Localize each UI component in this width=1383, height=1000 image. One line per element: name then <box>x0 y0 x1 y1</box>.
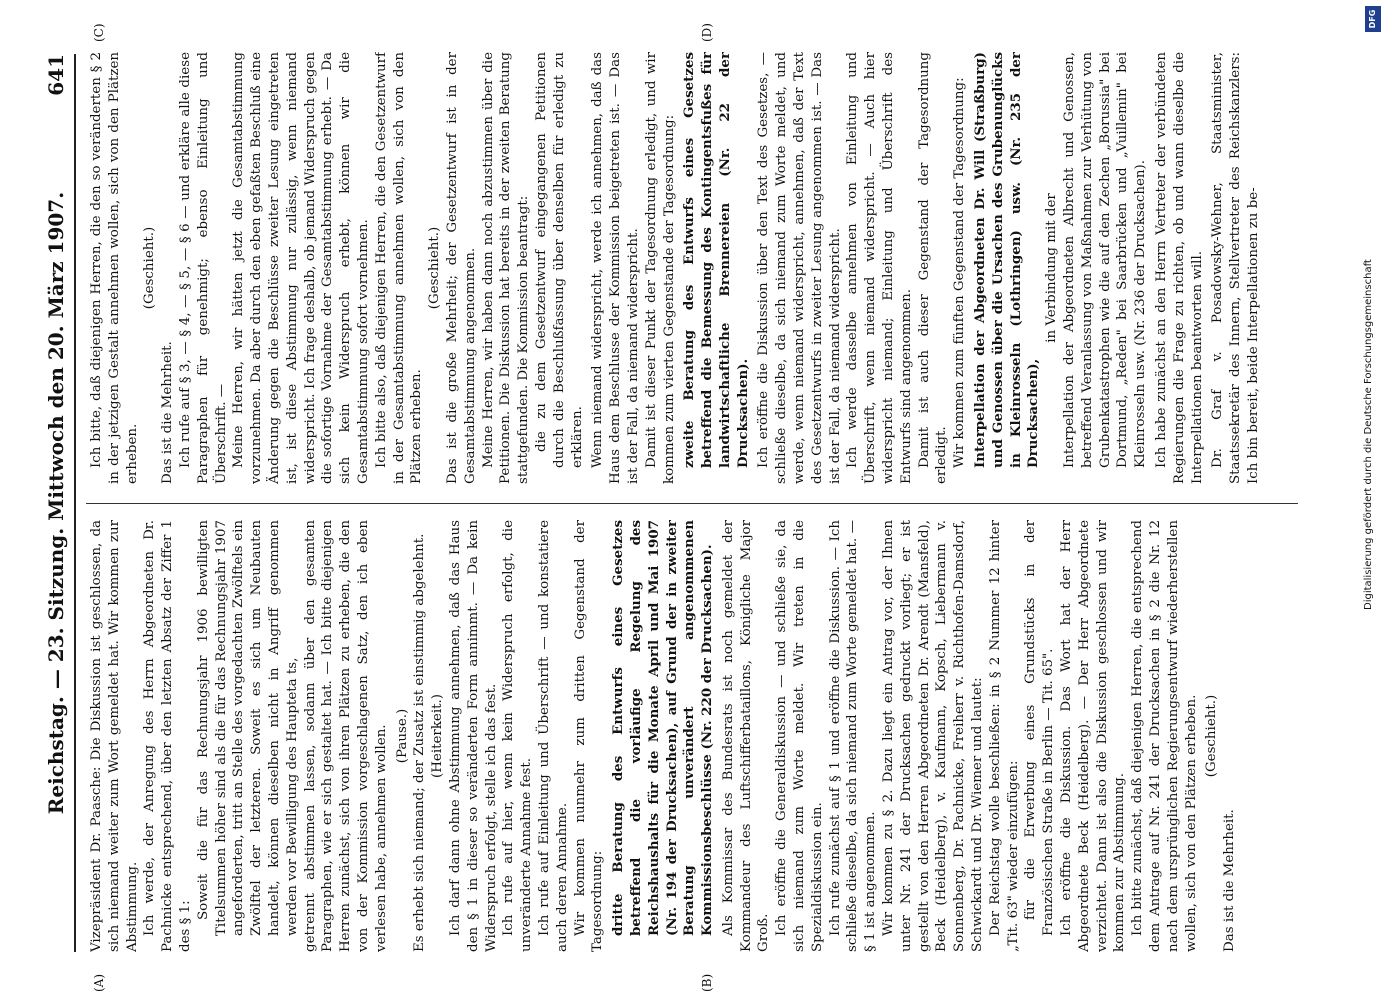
paragraph: Ich eröffne die Diskussion. Das Wort hat der Herr Abgeordnete Beck (Heidelberg). — Der Herr Abgeordnete verzichtet. Dann ist also die Diskussion geschlossen und wir kommen zur Abstimmung. <box>1059 520 1128 952</box>
paragraph: Wir kommen nunmehr zum dritten Gegenstand der Tagesordnung: <box>572 520 606 952</box>
paragraph: Als Kommissar des Bundesrats ist noch gemeldet der Kommandeur des Luftschifferbataillons, Königliche Major Groß. <box>720 520 772 952</box>
interjection: (Geschieht.) <box>427 226 443 310</box>
paragraph: Ich rufe auf Einleitung und Überschrift — und konstatiere auch deren Annahme. <box>536 520 570 952</box>
page-header <box>44 54 76 952</box>
digitization-credit: Digitalisierung gefördert durch die Deutsche Forschungsgemeinschaft <box>1363 259 1374 610</box>
paragraph: Meine Herren, wir hätten jetzt die Gesamtabstimmung vorzunehmen. Da aber durch den eben gefaßten Beschluß eine Änderung gegen die Beschlüsse zweiter Lesung eingetreten ist, ist diese Abstimmung nur zulässig, wenn niemand widerspricht. Ich frage deshalb, ob jemand Widerspruch gegen die sofortige Vornahme der Gesamtabstimmung erhebt. — Da sich kein Widerspruch erhebt, können wir die Gesamtabstimmung sofort vornehmen. <box>231 52 371 484</box>
column-divider <box>86 503 1298 504</box>
interjection: (Heiterkeit.) <box>430 694 446 778</box>
right-column <box>88 52 1293 484</box>
paragraph: Ich darf dann ohne Abstimmung annehmen, daß das Haus den § 1 in dieser so veränderten Form annimmt. — Da kein Widerspruch erfolgt, stelle ich das fest. <box>447 520 499 952</box>
paragraph: Dr. Graf v. Posadowsky-Wehner, Staatsminister, Staatssekretär des Innern, Stellvertreter des Reichskanzlers: Ich bin bereit, beide Interpellationen zu be- <box>1210 52 1261 484</box>
paragraph: Wir kommen zum fünften Gegenstand der Tagesordnung: <box>952 77 968 468</box>
paragraph: Wenn niemand widerspricht, werde ich annehmen, daß das Haus dem Beschlusse der Kommission beigetreten ist. — Das ist der Fall, da niemand widerspricht. <box>590 52 641 484</box>
paragraph: Damit ist auch dieser Gegenstand der Tagesordnung erledigt. <box>916 52 950 484</box>
paragraph: Meine Herren, wir haben dann noch abzustimmen über die Petitionen. Die Diskussion hat bereits in der zweiten Beratung stattgefunden. Die Kommission beantragt: <box>480 52 532 484</box>
paragraph: in Verbindung mit der <box>1044 193 1060 343</box>
paragraph: Das ist die große Mehrheit; der Gesetzentwurf ist in der Gesamtabstimmung angenommen. <box>444 52 478 484</box>
paragraph: Damit ist dieser Punkt der Tagesordnung erledigt, und wir kommen zum vierten Gegenstande der Tagesordnung: <box>643 52 677 484</box>
interjection: (Geschieht.) <box>142 226 158 310</box>
paragraph: Ich werde, der Anregung des Herrn Abgeordneten Dr. Pachnicke entsprechend, über den letzten Absatz der Ziffer 1 des § 1: <box>142 520 193 952</box>
agenda-item: dritte Beratung des Entwurfs eines Gesetzes betreffend die vorläufige Regelung des Reichshaushalts für die Monate April und Mai 1907 (Nr. 194 der Drucksachen), auf Grund der in zweiter Beratung unverändert angenommenen Kommissionsbeschlüsse (Nr. 220 der Drucksachen). <box>610 520 716 936</box>
margin-mark-a: (A) <box>92 973 106 992</box>
paragraph: Der Reichstag wolle beschließen: in § 2 Nummer 12 hinter „Tit. 63" wieder einzufügen: <box>987 520 1021 952</box>
page-number: 641 <box>44 54 68 96</box>
paragraph: Ich habe zunächst an den Herrn Vertreter der verbündeten Regierungen die Frage zu richten, ob und wann dieselbe die Interpellationen beantworten will. <box>1154 52 1205 484</box>
left-column <box>88 520 1293 952</box>
agenda-item: Interpellation der Abgeordneten Albrecht und Genossen, betreffend Veranlassung von Maßnahmen zur Verhütung von Grubenkatastrophen wie die auf den Zechen „Borussia" bei Dortmund, „Reden" bei Saarbrücken und „Vuillemin" bei Kleinrosseln usw. (Nr. 236 der Drucksachen). <box>1062 52 1149 468</box>
interjection: (Pause.) <box>394 708 410 764</box>
margin-mark-b: (B) <box>700 973 714 992</box>
agenda-item: zweite Beratung des Entwurfs eines Gesetzes betreffend die Bemessung des Kontingentsfußes für landwirtschaftliche Brennereien (Nr. 22 der Drucksachen). <box>681 52 751 468</box>
margin-mark-d: (D) <box>700 23 714 42</box>
paragraph: Ich rufe zunächst auf § 1 und eröffne die Diskussion. — Ich schließe dieselbe, da sich niemand zum Worte gemeldet hat. — § 1 ist angenommen. <box>827 520 879 952</box>
paragraph: Ich bitte, daß diejenigen Herren, die den so veränderten § 2 in der jetzigen Gestalt annehmen wollen, sich von den Plätzen erheben. <box>89 52 140 484</box>
margin-mark-c: (C) <box>92 23 106 42</box>
interjection: (Geschieht.) <box>1204 694 1220 778</box>
quoted-text: Soweit die für das Rechnungsjahr 1906 bewilligten Titelsummen höher sind als die für das Rechnungsjahr 1907 angeforderten, tritt an Stelle des vorgedachten Zwölftels ein Zwölftel der letzteren. Soweit es sich um Neubauten handelt, können dieselben nicht in Angriff genommen werden vor Bewilligung des Haupteta ts, <box>195 520 300 936</box>
quoted-text: für die Erwerbung eines Grundstücks in der Französischen Straße in Berlin — Tit. 65". <box>1023 520 1057 936</box>
agenda-item: Interpellation der Abgeordneten Dr. Will (Straßburg) und Genossen über die Ursachen des Grubenunglücks in Kleinrosseln (Lothringen) usw. (Nr. 235 der Drucksachen), <box>972 52 1042 468</box>
paragraph: Vizepräsident Dr. Paasche: Die Diskussion ist geschlossen, da sich niemand weiter zum Wort gemeldet hat. Wir kommen zur Abstimmung. <box>89 520 140 952</box>
dfg-logo: DFG <box>1365 6 1381 32</box>
paragraph: Ich rufe auf hier, wenn kein Widerspruch erfolgt, die unveränderte Annahme fest. <box>501 520 535 952</box>
paragraph: Das ist die Mehrheit. <box>160 341 176 484</box>
paragraph: Ich rufe auf § 3, — § 4, — § 5, — § 6 — und erkläre alle diese Paragraphen für genehmigt; ebenso Einleitung und Überschrift. — <box>177 52 229 484</box>
paragraph: Ich werde dasselbe annehmen von Einleitung und Überschrift, wenn niemand widerspricht. — Auch hier widerspricht niemand; Einleitung und Überschrift des Entwurfs sind angenommen. <box>845 52 914 484</box>
paragraph: Ich bitte zunächst, daß diejenigen Herren, die entsprechend dem Antrage auf Nr. 241 der Drucksachen in § 2 die Nr. 12 nach dem ursprünglichen Regierungsentwurf wiederherstellen wollen, sich von den Plätzen erheben. <box>1130 520 1199 952</box>
paragraph: getrennt abstimmen lassen, sodann über den gesamten Paragraphen, wie er sich gestaltet hat. — Ich bitte diejenigen Herren zunächst, sich von ihren Plätzen zu erheben, die den von der Kommission vorgeschlagenen Satz, den ich eben verlesen habe, annehmen wollen. <box>302 520 389 952</box>
paragraph: Es erhebt sich niemand; der Zusatz ist einstimmig abgelehnt. <box>412 533 428 952</box>
paragraph: Wir kommen zu § 2. Dazu liegt ein Antrag vor, der Ihnen unter Nr. 241 der Drucksachen gedruckt vorliegt; er ist gestellt von den Herren Abgeordneten Dr. Arendt (Mansfeld), Beck (Heidelberg), v. Kaufmann, Kopsch, Liebermann v. Sonnenberg, Dr. Pachnicke, Freiherr v. Richthofen-Damsdorf, Schwickardt und Dr. Wiemer und lautet: <box>881 520 986 952</box>
paragraph: Ich eröffne die Generaldiskussion — und schließe sie, da sich niemand zum Worte meldet. Wir treten in die Spezialdiskussion ein. <box>774 520 825 952</box>
paragraph: Ich eröffne die Diskussion über den Text des Gesetzes, — schließe dieselbe, da sich niemand zum Worte meldet, und werde, wenn niemand widerspricht, annehmen, daß der Text des Gesetzentwurfs in zweiter Lesung angenommen ist. — Das ist der Fall, da niemand widerspricht. <box>756 52 843 484</box>
page-title: Reichstag. — 23. Sitzung. Mittwoch den 20. März 1907. <box>44 191 68 815</box>
quoted-text: die zu dem Gesetzentwurf eingegangenen Petitionen durch die Beschlußfassung über denselben für erledigt zu erklären. <box>533 52 585 468</box>
paragraph: Ich bitte also, daß diejenigen Herren, die den Gesetzentwurf in der Gesamtabstimmung annehmen wollen, sich von den Plätzen erheben. <box>373 52 425 484</box>
paragraph: Das ist die Mehrheit. <box>1222 809 1238 952</box>
